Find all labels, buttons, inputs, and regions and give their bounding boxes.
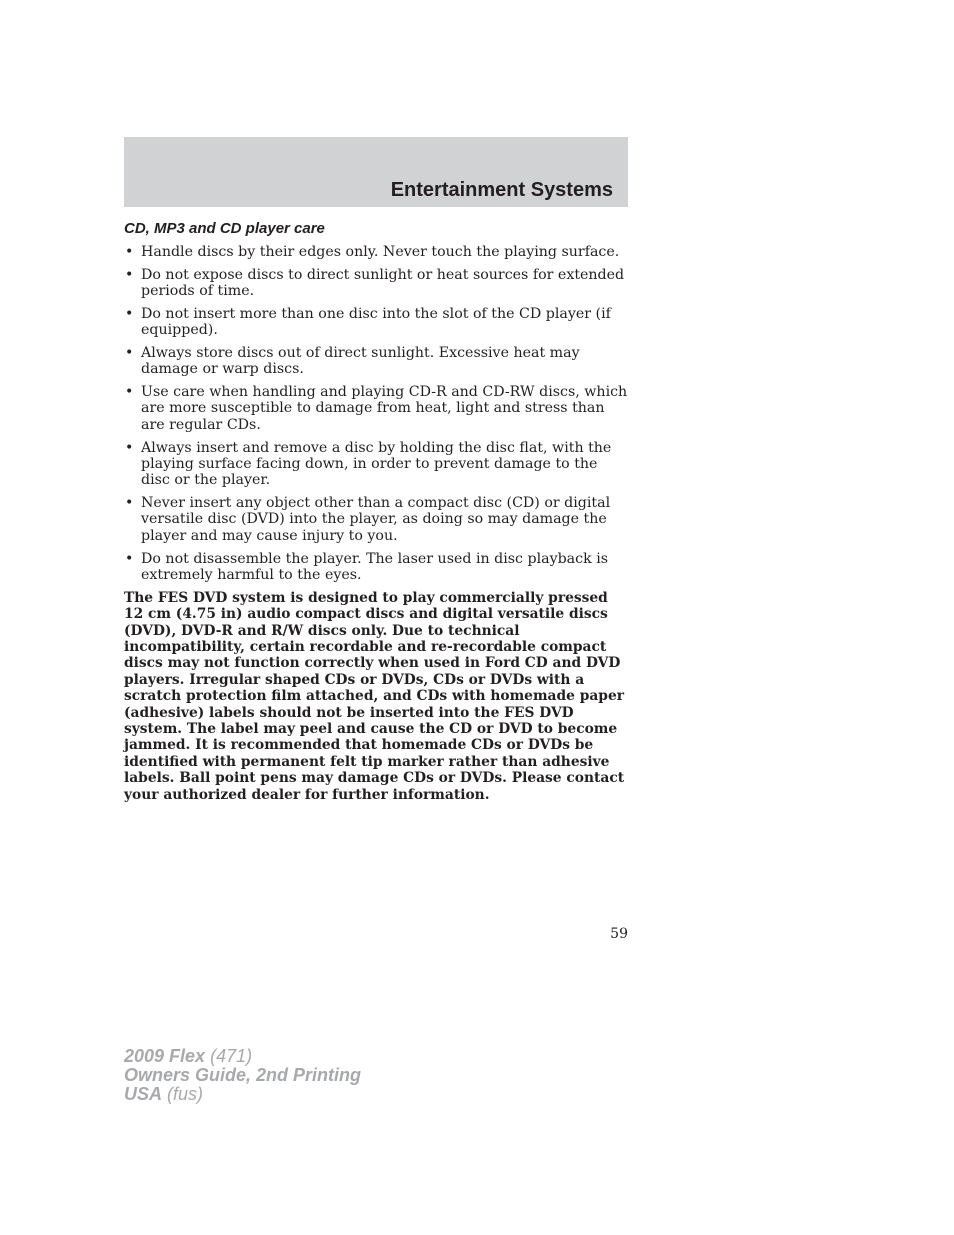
footer-guide: Owners Guide, 2nd Printing — [124, 1065, 362, 1085]
bullet-item: • Handle discs by their edges only. Never touch the playing surface. — [124, 244, 629, 260]
care-bullet-list — [124, 244, 629, 583]
footer — [124, 1047, 361, 1104]
bullet-item: • Always store discs out of direct sunlight. Excessive heat may damage or warp discs. — [124, 345, 629, 378]
section-header-band — [124, 137, 628, 207]
bullet-item: • Use care when handling and playing CD-R and CD-RW discs, which are more susceptible to damage from heat, light and stress than are regular CDs. — [124, 384, 629, 433]
footer-line-model — [124, 1047, 361, 1066]
footer-market: USA — [124, 1084, 163, 1104]
bullet-item: • Do not insert more than one disc into the slot of the CD player (if equipped). — [124, 306, 629, 339]
bullet-item: • Do not disassemble the player. The laser used in disc playback is extremely harmful to the eyes. — [124, 551, 629, 584]
bullet-item: • Do not expose discs to direct sunlight or heat sources for extended periods of time. — [124, 267, 629, 300]
footer-model: 2009 Flex — [124, 1046, 206, 1066]
footer-line-market — [124, 1085, 361, 1104]
bullet-item: • Always insert and remove a disc by holding the disc flat, with the playing surface facing down, in order to prevent damage to the disc or the player. — [124, 440, 629, 489]
footer-line-guide — [124, 1066, 361, 1085]
bullet-item: • Never insert any object other than a compact disc (CD) or digital versatile disc (DVD) into the player, as doing so may damage the player and may cause injury to you. — [124, 495, 629, 544]
section-title: Entertainment Systems — [390, 179, 613, 201]
main-content — [124, 220, 629, 803]
page-number: 59 — [610, 926, 628, 942]
footer-model-code: (471) — [210, 1046, 253, 1066]
dvd-system-notice: The FES DVD system is designed to play commercially pressed 12 cm (4.75 in) audio compact discs and digital versatile discs (DVD), DVD-R and R/W discs only. Due to technical incompatibility, certain recordable and re-recordable compact discs may not function correctly when used in Ford CD and DVD players. Irregular shaped CDs or DVDs, CDs or DVDs with a scratch protection film attached, and CDs with homemade paper (adhesive) labels should not be inserted into the FES DVD system. The label may peel and cause the CD or DVD to become jammed. It is recommended that homemade CDs or DVDs be identified with permanent felt tip marker rather than adhesive labels. Ball point pens may damage CDs or DVDs. Please contact your authorized dealer for further information. — [124, 589, 625, 803]
footer-market-code: (fus) — [167, 1084, 204, 1104]
subheading: CD, MP3 and CD player care — [124, 220, 325, 237]
